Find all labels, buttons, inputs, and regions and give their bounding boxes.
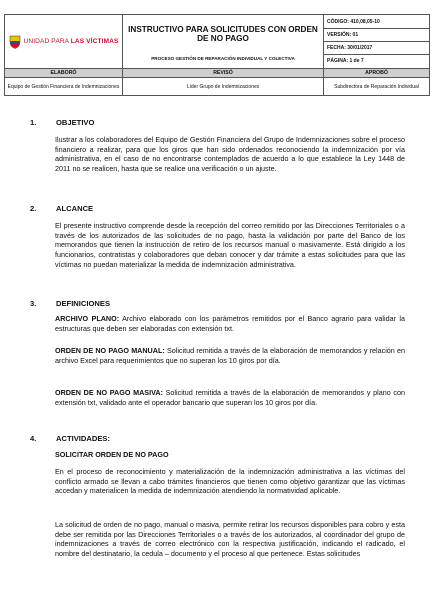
aprobo-label: APROBÓ <box>324 69 430 78</box>
logo-text-regular: UNIDAD PARA <box>23 38 71 45</box>
version-field: VERSIÓN: 01 <box>324 29 429 42</box>
actividades-paragraph-2: La solicitud de orden de no pago, manual o masiva, permite retirar los recursos disponibles para cobro y esta debe ser remitida por las Direcciones Territoriales o a través de los autorizados, al coordinador del grupo de indemnizaciones a través de correo electrónico con la respectiva justificación, indicando el radicado, el nombre del destinatario, la cedula – documento y el proceso al que pertenece. Estas solicitudes <box>55 520 405 559</box>
definition-orden-masiva <box>55 388 405 407</box>
document-header <box>4 14 430 96</box>
definition-text: Archivo elaborado con los parámetros remitidos por el Banco agrario para validar la estructuras que deben ser elaboradas con extensión txt. <box>55 314 405 333</box>
aprobo-value: Subdirectora de Reparación Individual <box>324 78 430 96</box>
title-cell <box>123 15 324 69</box>
code-field: CÓDIGO: 410,08,05-10 <box>324 16 429 29</box>
meta-cell <box>324 15 430 69</box>
alcance-paragraph: El presente instructivo comprende desde la recepción del correo remitido por las Direcciones Territoriales o a través de los autorizados de las solicitudes de no pago, hasta la validación por parte del Banco de los memorandos que tienen la instrucción de retiro de los recursos manual o masivamente. Está dirigido a los funcionarios, contratistas y colaboradores que deban conocer y dar trámite a estas solicitudes para que las víctimas no puedan materializar la medida de indemnización administrativa. <box>55 221 405 269</box>
colombia-seal-icon <box>9 35 21 49</box>
definition-archivo-plano <box>55 314 405 333</box>
date-field: FECHA: 30/01/2017 <box>324 42 429 55</box>
page-field: PÁGINA: 1 de 7 <box>327 57 364 64</box>
unidad-victimas-logo <box>5 35 122 49</box>
logo-cell <box>5 15 123 69</box>
definition-term: ORDEN DE NO PAGO MANUAL: <box>55 346 165 355</box>
definition-text: Solicitud remitida a través de la elaboración de memorandos y plano con extensión txt, validado ante el operador bancario que superan los 10 giros por día. <box>55 388 405 407</box>
approval-values-row <box>5 78 430 96</box>
reviso-label: REVISÓ <box>123 69 324 78</box>
elaboro-label: ELABORÓ <box>5 69 123 78</box>
document-page: UNIDAD PARA LAS VÍCTIMAS INSTRUCTIVO PARA SOLICITUDES CON ORDEN DE NO PAGO PROCESO GESTIÓN DE REPARACIÓN INDIVIDUAL Y COLECTIVA CÓDIGO: 410,08,05-10 VERSIÓN: 01 FECHA: 30/01/2017 PÁGINA: 1 de 7 ELABORÓ REVISÓ APROBÓ Equipo de Gestión Financiera de Indemnizaciones Líder Grupo de Indemnizaciones Subdirectora de Reparación Individual 1. OBJETIVO Ilustrar a los colaboradores del Equipo de Gestión Financiera del Grupo de Indemnizaciones sobre el proceso financiero a realizar, para que los giros que han sido ordenados reconociendo la indemnización por vía administrativa, en el caso de no encontrarse contemplados de acuerdo a lo que establece la Ley 1448 de 2011 no se realicen, hasta que se realice una verificación o un ajuste. 2. ALCANCE El presente instructivo comprende desde la recepción del correo remitido por las Direcciones Territoriales o a través de los autorizados de las solicitudes de no pago, hasta la validación por parte del Banco de los memorandos que tienen la instrucción de retiro de los recursos manual o masivamente. Está dirigido a los funcionarios, contratistas y colaboradores que deban conocer y dar trámite a estas solicitudes para que las víctimas no puedan materializar la medida de indemnización administrativa. 3. DEFINICIONES ARCHIVO PLANO: Archivo elaborado con los parámetros remitidos por el Banco agrario para validar la estructuras que deben ser elaboradas con extensión txt. ORDEN DE NO PAGO MANUAL: Solicitud remitida a través de la elaboración de memorandos y relación en archivo Excel para requerimientos que no superan los 10 giros por día. ORDEN DE NO PAGO MASIVA: Solicitud remitida a través de la elaboración de memorandos y plano con extensión txt, validado ante el operador bancario que superan los 10 giros por día. 4. ACTIVIDADES: SOLICITAR ORDEN DE NO PAGO En el proceso de reconocimiento y materialización de la indemnización administrativa a las víctimas del conflicto armado se llevan a cabo trámites financieros que tienen como objetivo garantizar que las víctimas accedan y materialicen la medida de indemnización atendiendo la normatividad aplicable. La solicitud de orden de no pago, manual o masiva, permite retirar los recursos disponibles para cobro y esta debe ser remitida por las Direcciones Territoriales o a través de los autorizados, al coordinador del grupo de indemnizaciones a través de correo electrónico con la respectiva justificación, indicando el radicado, el nombre del destinatario, la cedula – documento y el proceso al que pertenece. Estas solicitudes <box>0 0 433 598</box>
document-title: INSTRUCTIVO PARA SOLICITUDES CON ORDEN DE NO PAGO <box>128 24 318 43</box>
reviso-value: Líder Grupo de Indemnizaciones <box>123 78 324 96</box>
process-name: PROCESO GESTIÓN DE REPARACIÓN INDIVIDUAL Y COLECTIVA <box>151 55 295 61</box>
actividades-paragraph-1: En el proceso de reconocimiento y materialización de la indemnización administrativa a las víctimas del conflicto armado se llevan a cabo trámites financieros que tienen como objetivo garantizar que las víctimas accedan y materialicen la medida de indemnización atendiendo la normatividad aplicable. <box>55 467 405 496</box>
definition-orden-manual <box>55 346 405 365</box>
logo-text-bold: LAS VÍCTIMAS <box>70 38 119 45</box>
definition-text: Solicitud remitida a través de la elaboración de memorandos y relación en archivo Excel para requerimientos que no superan los 10 giros por día. <box>55 346 406 365</box>
subsection-title: SOLICITAR ORDEN DE NO PAGO <box>55 450 169 459</box>
definition-term: ARCHIVO PLANO: <box>55 314 120 323</box>
elaboro-value: Equipo de Gestión Financiera de Indemnizaciones <box>5 78 123 96</box>
approval-labels-row <box>5 69 430 78</box>
objetivo-paragraph: Ilustrar a los colaboradores del Equipo de Gestión Financiera del Grupo de Indemnizaciones sobre el proceso financiero a realizar, para que los giros que han sido ordenados reconociendo la indemnización por vía administrativa, en el caso de no encontrarse contemplados de acuerdo a lo que establece la Ley 1448 de 2011 no se realicen, hasta que se realice una verificación o un ajuste. <box>55 135 405 174</box>
definition-term: ORDEN DE NO PAGO MASIVA: <box>55 388 163 397</box>
